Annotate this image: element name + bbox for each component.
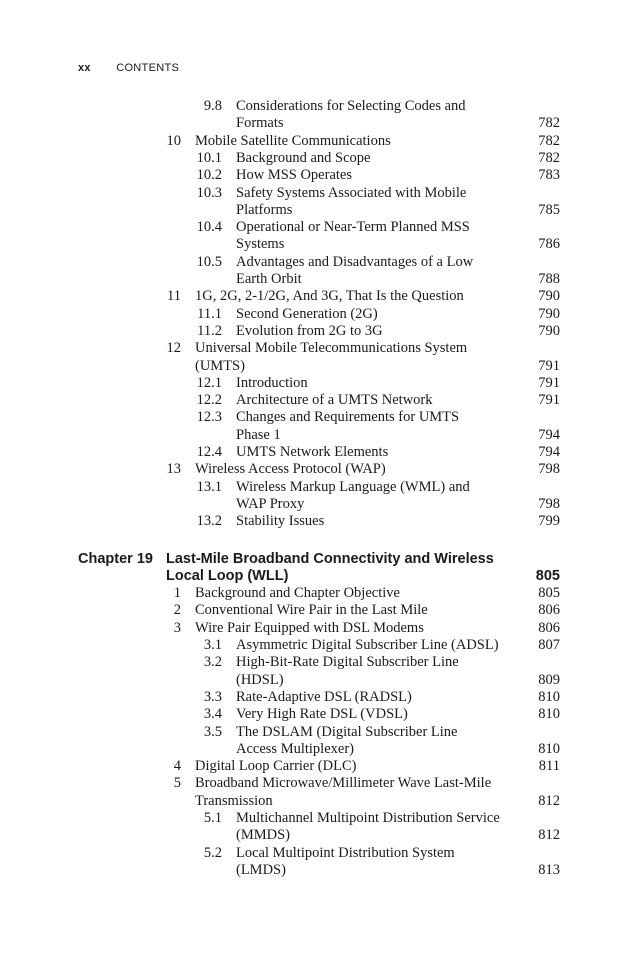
entry-number: 2 bbox=[173, 602, 181, 619]
entry-page: 790 bbox=[538, 288, 560, 305]
entry-title: Earth Orbit bbox=[236, 271, 302, 287]
toc-entry bbox=[0, 826, 638, 844]
entry-title: Architecture of a UMTS Network bbox=[236, 392, 433, 409]
entry-page: 794 bbox=[538, 426, 560, 443]
entry-number: 13.2 bbox=[196, 513, 222, 530]
entry-title: (LMDS) bbox=[236, 861, 286, 878]
entry-page: 810 bbox=[538, 688, 560, 705]
entry-page: 807 bbox=[538, 637, 560, 653]
entry-title: Very High Rate DSL (VDSL) bbox=[236, 706, 408, 723]
entry-title: (HDSL) bbox=[236, 671, 284, 688]
entry-page: 805 bbox=[535, 567, 560, 584]
entry-number: 5 bbox=[173, 775, 181, 792]
entry-number: 10 bbox=[166, 132, 181, 149]
entry-title: Wireless Access Protocol (WAP) bbox=[195, 461, 386, 478]
toc-entry bbox=[0, 408, 638, 426]
entry-number: Chapter 19 bbox=[78, 550, 153, 567]
toc-entry bbox=[0, 495, 638, 513]
entry-title: Universal Mobile Telecommunications System bbox=[195, 340, 468, 357]
entry-number: 10.3 bbox=[196, 184, 222, 201]
entry-title: Background and Scope bbox=[236, 149, 371, 166]
toc-entry bbox=[0, 374, 638, 392]
entry-title: Multichannel Multipoint Distribution Service bbox=[236, 810, 500, 826]
entry-number: 4 bbox=[173, 758, 181, 775]
toc-entry bbox=[0, 235, 638, 253]
entry-title: Broadband Microwave/Millimeter Wave Last-Mile bbox=[195, 775, 492, 792]
entry-number: 11.1 bbox=[197, 305, 222, 322]
toc-entry bbox=[0, 287, 638, 305]
entry-page: 786 bbox=[538, 236, 560, 253]
toc-entry bbox=[0, 844, 638, 862]
entry-title: Operational or Near-Term Planned MSS bbox=[236, 219, 470, 236]
entry-number: 9.8 bbox=[203, 98, 222, 114]
entry-page: 782 bbox=[538, 132, 560, 149]
entry-page: 806 bbox=[538, 619, 560, 636]
entry-page: 798 bbox=[538, 495, 560, 512]
entry-title: Advantages and Disadvantages of a Low bbox=[236, 253, 474, 270]
entry-number: 10.4 bbox=[196, 219, 222, 236]
entry-number: 13 bbox=[166, 461, 181, 478]
toc-entry bbox=[0, 114, 638, 132]
entry-number: 12.2 bbox=[196, 392, 222, 409]
entry-title: UMTS Network Elements bbox=[236, 444, 389, 460]
entry-page: 791 bbox=[538, 374, 560, 391]
toc-entry bbox=[0, 391, 638, 409]
toc-entry bbox=[0, 478, 638, 496]
entry-title: The DSLAM (Digital Subscriber Line bbox=[236, 723, 458, 740]
entry-number: 10.5 bbox=[196, 253, 222, 270]
entry-title: Asymmetric Digital Subscriber Line (ADSL) bbox=[236, 637, 499, 653]
toc-entry bbox=[0, 339, 638, 357]
entry-page: 809 bbox=[538, 671, 560, 688]
entry-number: 12.3 bbox=[196, 409, 222, 426]
chapter-heading-line bbox=[0, 550, 638, 568]
toc-entry bbox=[0, 601, 638, 619]
entry-page: 805 bbox=[538, 585, 560, 602]
toc-entry bbox=[0, 619, 638, 637]
entry-page: 810 bbox=[538, 740, 560, 757]
entry-page: 813 bbox=[538, 861, 560, 878]
toc-entry bbox=[0, 460, 638, 478]
entry-page: 782 bbox=[538, 115, 560, 132]
toc-entry bbox=[0, 270, 638, 288]
toc-entry bbox=[0, 792, 638, 810]
entry-number: 12 bbox=[166, 340, 181, 357]
entry-page: 785 bbox=[538, 201, 560, 218]
entry-number: 11 bbox=[167, 288, 181, 305]
entry-title: (MMDS) bbox=[236, 827, 290, 844]
entry-title: Wire Pair Equipped with DSL Modems bbox=[195, 619, 424, 636]
entry-number: 10.1 bbox=[196, 149, 222, 166]
entry-title: Rate-Adaptive DSL (RADSL) bbox=[236, 688, 412, 705]
running-title: CONTENTS bbox=[116, 62, 180, 74]
entry-title: Considerations for Selecting Codes and bbox=[236, 98, 466, 114]
entry-number: 3.4 bbox=[203, 706, 222, 723]
entry-title: Safety Systems Associated with Mobile bbox=[236, 184, 467, 201]
toc-entry bbox=[0, 584, 638, 602]
entry-title: Formats bbox=[236, 115, 284, 132]
toc-entry bbox=[0, 253, 638, 271]
toc-entry bbox=[0, 184, 638, 202]
toc-entry bbox=[0, 740, 638, 758]
toc-entry bbox=[0, 201, 638, 219]
entry-title: Local Multipoint Distribution System bbox=[236, 844, 455, 861]
entry-page: 798 bbox=[538, 461, 560, 478]
entry-page: 782 bbox=[538, 149, 560, 166]
entry-page: 791 bbox=[538, 392, 560, 409]
toc-entry bbox=[0, 166, 638, 184]
toc-entry bbox=[0, 426, 638, 444]
page-number: xx bbox=[78, 62, 91, 74]
entry-title: Introduction bbox=[236, 374, 308, 391]
entry-title: (UMTS) bbox=[195, 357, 245, 374]
toc-entry bbox=[0, 97, 638, 115]
entry-title: Local Loop (WLL) bbox=[166, 567, 289, 584]
entry-number: 10.2 bbox=[196, 167, 222, 184]
entry-number: 12.1 bbox=[196, 374, 222, 391]
toc-entry bbox=[0, 861, 638, 879]
toc-entry bbox=[0, 443, 638, 461]
entry-title: Mobile Satellite Communications bbox=[195, 132, 391, 149]
entry-title: Wireless Markup Language (WML) and bbox=[236, 478, 470, 495]
running-header bbox=[78, 62, 179, 74]
entry-title: Transmission bbox=[195, 792, 273, 809]
entry-title: Access Multiplexer) bbox=[236, 740, 354, 757]
entry-title: Conventional Wire Pair in the Last Mile bbox=[195, 602, 428, 619]
entry-title: 1G, 2G, 2-1/2G, And 3G, That Is the Question bbox=[195, 288, 464, 305]
entry-page: 794 bbox=[538, 444, 560, 460]
entry-page: 783 bbox=[538, 167, 560, 184]
entry-title: Stability Issues bbox=[236, 513, 325, 530]
toc-entry bbox=[0, 357, 638, 375]
entry-number: 3.2 bbox=[203, 654, 222, 671]
entry-number: 12.4 bbox=[196, 444, 222, 460]
toc-entry bbox=[0, 723, 638, 741]
entry-title: Second Generation (2G) bbox=[236, 305, 378, 322]
toc-entry bbox=[0, 688, 638, 706]
entry-number: 3.5 bbox=[203, 723, 222, 740]
entry-title: Background and Chapter Objective bbox=[195, 585, 400, 602]
entry-page: 791 bbox=[538, 357, 560, 374]
toc-entry bbox=[0, 774, 638, 792]
entry-page: 790 bbox=[538, 305, 560, 322]
entry-number: 3.1 bbox=[203, 637, 222, 653]
toc-entry bbox=[0, 322, 638, 340]
toc-entry bbox=[0, 132, 638, 150]
entry-page: 812 bbox=[538, 792, 560, 809]
entry-title: Systems bbox=[236, 236, 285, 253]
entry-number: 3 bbox=[173, 619, 181, 636]
toc-entry bbox=[0, 705, 638, 723]
entry-number: 13.1 bbox=[196, 478, 222, 495]
toc-entry bbox=[0, 305, 638, 323]
entry-page: 806 bbox=[538, 602, 560, 619]
entry-title: High-Bit-Rate Digital Subscriber Line bbox=[236, 654, 459, 671]
toc-entry bbox=[0, 636, 638, 654]
toc-entry bbox=[0, 149, 638, 167]
entry-number: 1 bbox=[173, 585, 181, 602]
entry-page: 790 bbox=[538, 322, 560, 339]
entry-page: 788 bbox=[538, 271, 560, 287]
toc-entry bbox=[0, 653, 638, 671]
entry-page: 810 bbox=[538, 706, 560, 723]
entry-page: 811 bbox=[538, 758, 560, 775]
entry-title: Changes and Requirements for UMTS bbox=[236, 409, 460, 426]
toc-entry bbox=[0, 671, 638, 689]
entry-title: Platforms bbox=[236, 201, 293, 218]
entry-number: 5.2 bbox=[203, 844, 222, 861]
entry-title: WAP Proxy bbox=[236, 495, 305, 512]
toc-entry bbox=[0, 757, 638, 775]
toc-entry bbox=[0, 809, 638, 827]
entry-title: Last-Mile Broadband Connectivity and Wireless bbox=[166, 550, 494, 567]
toc-entry bbox=[0, 218, 638, 236]
entry-title: Evolution from 2G to 3G bbox=[236, 322, 383, 339]
entry-page: 812 bbox=[538, 827, 560, 844]
entry-number: 5.1 bbox=[203, 810, 222, 826]
entry-number: 11.2 bbox=[197, 322, 222, 339]
entry-title: Phase 1 bbox=[236, 426, 281, 443]
chapter-heading-line bbox=[0, 567, 638, 585]
entry-title: How MSS Operates bbox=[236, 167, 352, 184]
entry-page: 799 bbox=[538, 513, 560, 530]
entry-title: Digital Loop Carrier (DLC) bbox=[195, 758, 357, 775]
entry-number: 3.3 bbox=[203, 688, 222, 705]
toc-entry bbox=[0, 512, 638, 530]
